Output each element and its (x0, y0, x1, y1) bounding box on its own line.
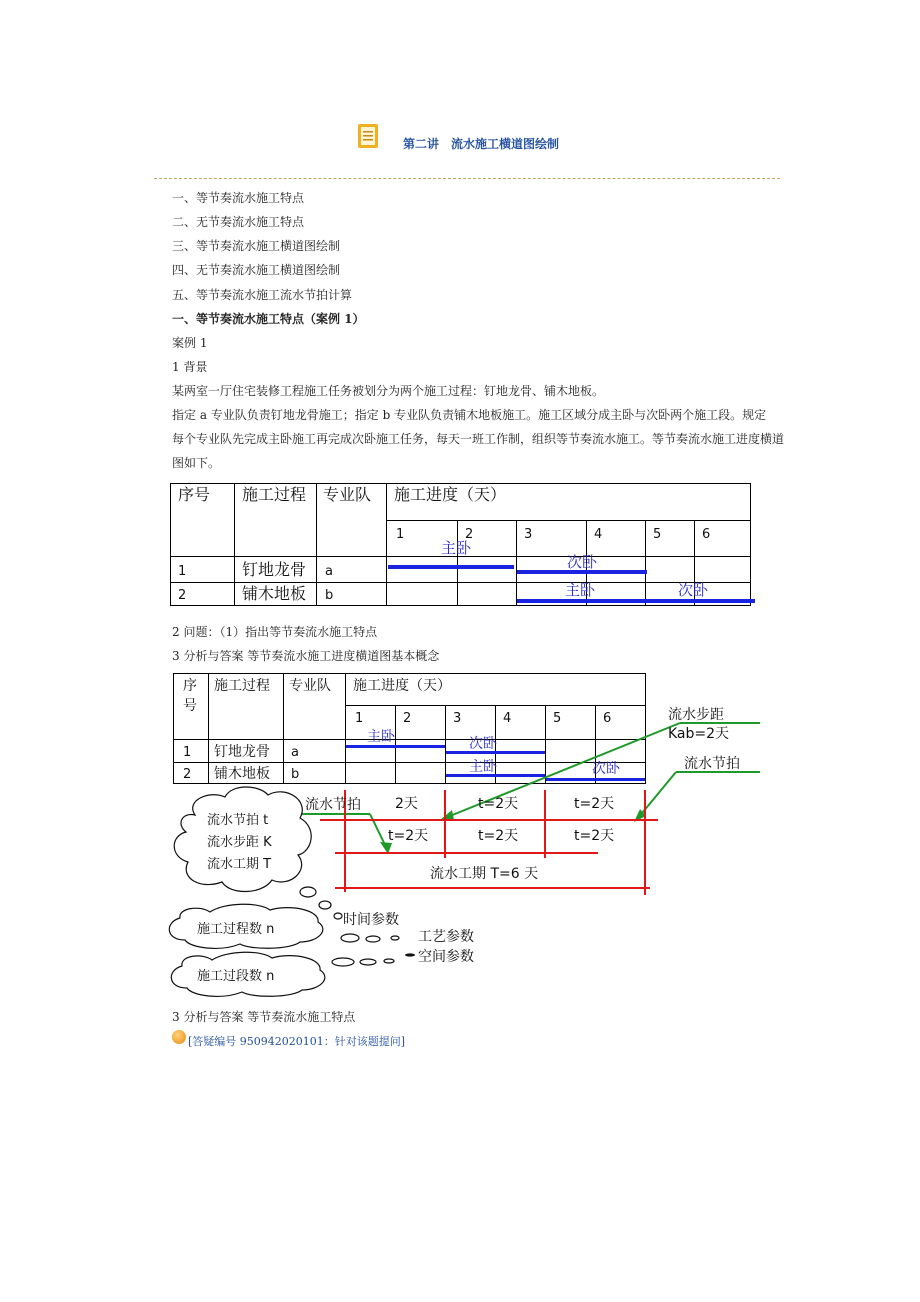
row1-cell-1: 2天 (395, 796, 418, 812)
background-label: 1 背景 (172, 360, 208, 374)
question-icon (172, 1030, 186, 1044)
t1-row2-process: 铺木地板 (242, 584, 307, 603)
t2-bar-a-main (346, 745, 445, 748)
t2-row1-team: a (291, 745, 299, 760)
page-title: 第二讲 流水施工横道图绘制 (403, 137, 560, 151)
t2-label-b-main: 主卧 (469, 759, 497, 775)
t2-header-seq-1: 序 (183, 678, 197, 694)
space-params-label: 空间参数 (418, 949, 474, 965)
t1-label-b-main: 主卧 (565, 581, 596, 599)
qa-link[interactable]: [答疑编号 950942020101：针对该题提问] (188, 1035, 406, 1048)
paragraph-line-3: 图如下。 (172, 456, 221, 470)
row2-cell-1: t=2天 (388, 828, 429, 844)
cloud1-line-1: 流水节拍 t (207, 813, 269, 828)
t1-label-b-secondary: 次卧 (678, 581, 709, 599)
t1-row1-seq: 1 (178, 564, 187, 579)
t2-row2-team: b (291, 767, 300, 782)
t2-day-2: 2 (403, 711, 412, 726)
t1-row2-team: b (325, 588, 334, 603)
t2-bar-b-secondary (546, 778, 645, 781)
analysis-heading-1: 3 分析与答案 等节奏流水施工进度横道图基本概念 (172, 649, 440, 663)
t2-day-6: 6 (603, 711, 612, 726)
t1-header-progress: 施工进度（天） (394, 485, 507, 504)
paragraph-line-2: 每个专业队先完成主卧施工再完成次卧施工任务，每天一班工作制，组织等节奏流水施工。等节奏流水施工进度横道 (172, 432, 785, 446)
section-heading: 一、等节奏流水施工特点（案例 1） (172, 312, 365, 326)
process-count-label: 施工过程数 n (197, 922, 275, 937)
question-text: 2 问题：（1）指出等节奏流水施工特点 (172, 625, 378, 639)
row2-cell-3: t=2天 (574, 828, 615, 844)
t1-row1-team: a (325, 564, 333, 579)
t2-header-seq-2: 号 (183, 698, 197, 714)
row1-cell-2: t=2天 (478, 796, 519, 812)
toc-item-5: 五、等节奏流水施工流水节拍计算 (172, 288, 353, 302)
t2-header-team: 专业队 (289, 678, 331, 694)
t2-day-5: 5 (553, 711, 562, 726)
beat-label-left: 流水节拍 (305, 797, 361, 813)
t1-label-a-secondary: 次卧 (567, 553, 598, 571)
t1-row1-process: 钉地龙骨 (242, 560, 307, 579)
time-params-label: 时间参数 (343, 912, 399, 928)
t2-label-b-secondary: 次卧 (592, 761, 620, 777)
case-label: 案例 1 (172, 336, 208, 350)
t2-label-a-main: 主卧 (367, 729, 395, 745)
toc-item-3: 三、等节奏流水施工横道图绘制 (172, 239, 341, 253)
t2-header-process: 施工过程 (214, 678, 270, 694)
t1-header-process: 施工过程 (242, 485, 307, 504)
t1-header-team: 专业队 (323, 485, 372, 504)
step-label-2: Kab=2天 (668, 726, 730, 742)
row2-cell-2: t=2天 (478, 828, 519, 844)
row1-cell-3: t=2天 (574, 796, 615, 812)
t1-day-4: 4 (594, 527, 603, 542)
t2-label-a-secondary: 次卧 (469, 736, 497, 752)
t1-day-6: 6 (702, 527, 711, 542)
t2-day-4: 4 (503, 711, 512, 726)
beat-label-right: 流水节拍 (684, 756, 740, 772)
craft-params-label: 工艺参数 (418, 929, 474, 945)
paragraph-line-1: 指定 a 专业队负责钉地龙骨施工；指定 b 专业队负责铺木地板施工。施工区域分成主卧与次卧两个施工段。规定 (172, 408, 767, 422)
step-label-1: 流水步距 (668, 707, 724, 723)
t1-day-3: 3 (524, 527, 533, 542)
t2-row2-process: 铺木地板 (214, 766, 270, 782)
toc-item-4: 四、无节奏流水施工横道图绘制 (172, 263, 341, 277)
background-text: 某两室一厅住宅装修工程施工任务被划分为两个施工过程：钉地龙骨、铺木地板。 (172, 384, 605, 398)
toc-item-1: 一、等节奏流水施工特点 (172, 191, 305, 205)
t2-row1-process: 钉地龙骨 (214, 744, 270, 760)
t2-day-1: 1 (355, 711, 364, 726)
t1-header-seq: 序号 (178, 485, 211, 504)
cloud1-line-2: 流水步距 K (207, 835, 272, 850)
segment-count-label: 施工过段数 n (197, 969, 275, 984)
toc-item-2: 二、无节奏流水施工特点 (172, 215, 305, 229)
analysis-heading-2: 3 分析与答案 等节奏流水施工特点 (172, 1010, 356, 1024)
t2-day-3: 3 (453, 711, 462, 726)
t1-day-5: 5 (653, 527, 662, 542)
t2-row1-seq: 1 (183, 745, 192, 760)
t1-label-a-main: 主卧 (441, 539, 472, 557)
t2-row2-seq: 2 (183, 767, 192, 782)
cloud1-line-3: 流水工期 T (207, 857, 272, 872)
t2-header-progress: 施工进度（天） (353, 678, 451, 694)
period-label: 流水工期 T=6 天 (430, 866, 539, 882)
t1-day-2: 2 (465, 527, 474, 542)
t1-row2-seq: 2 (178, 588, 187, 603)
t1-day-1: 1 (396, 527, 405, 542)
